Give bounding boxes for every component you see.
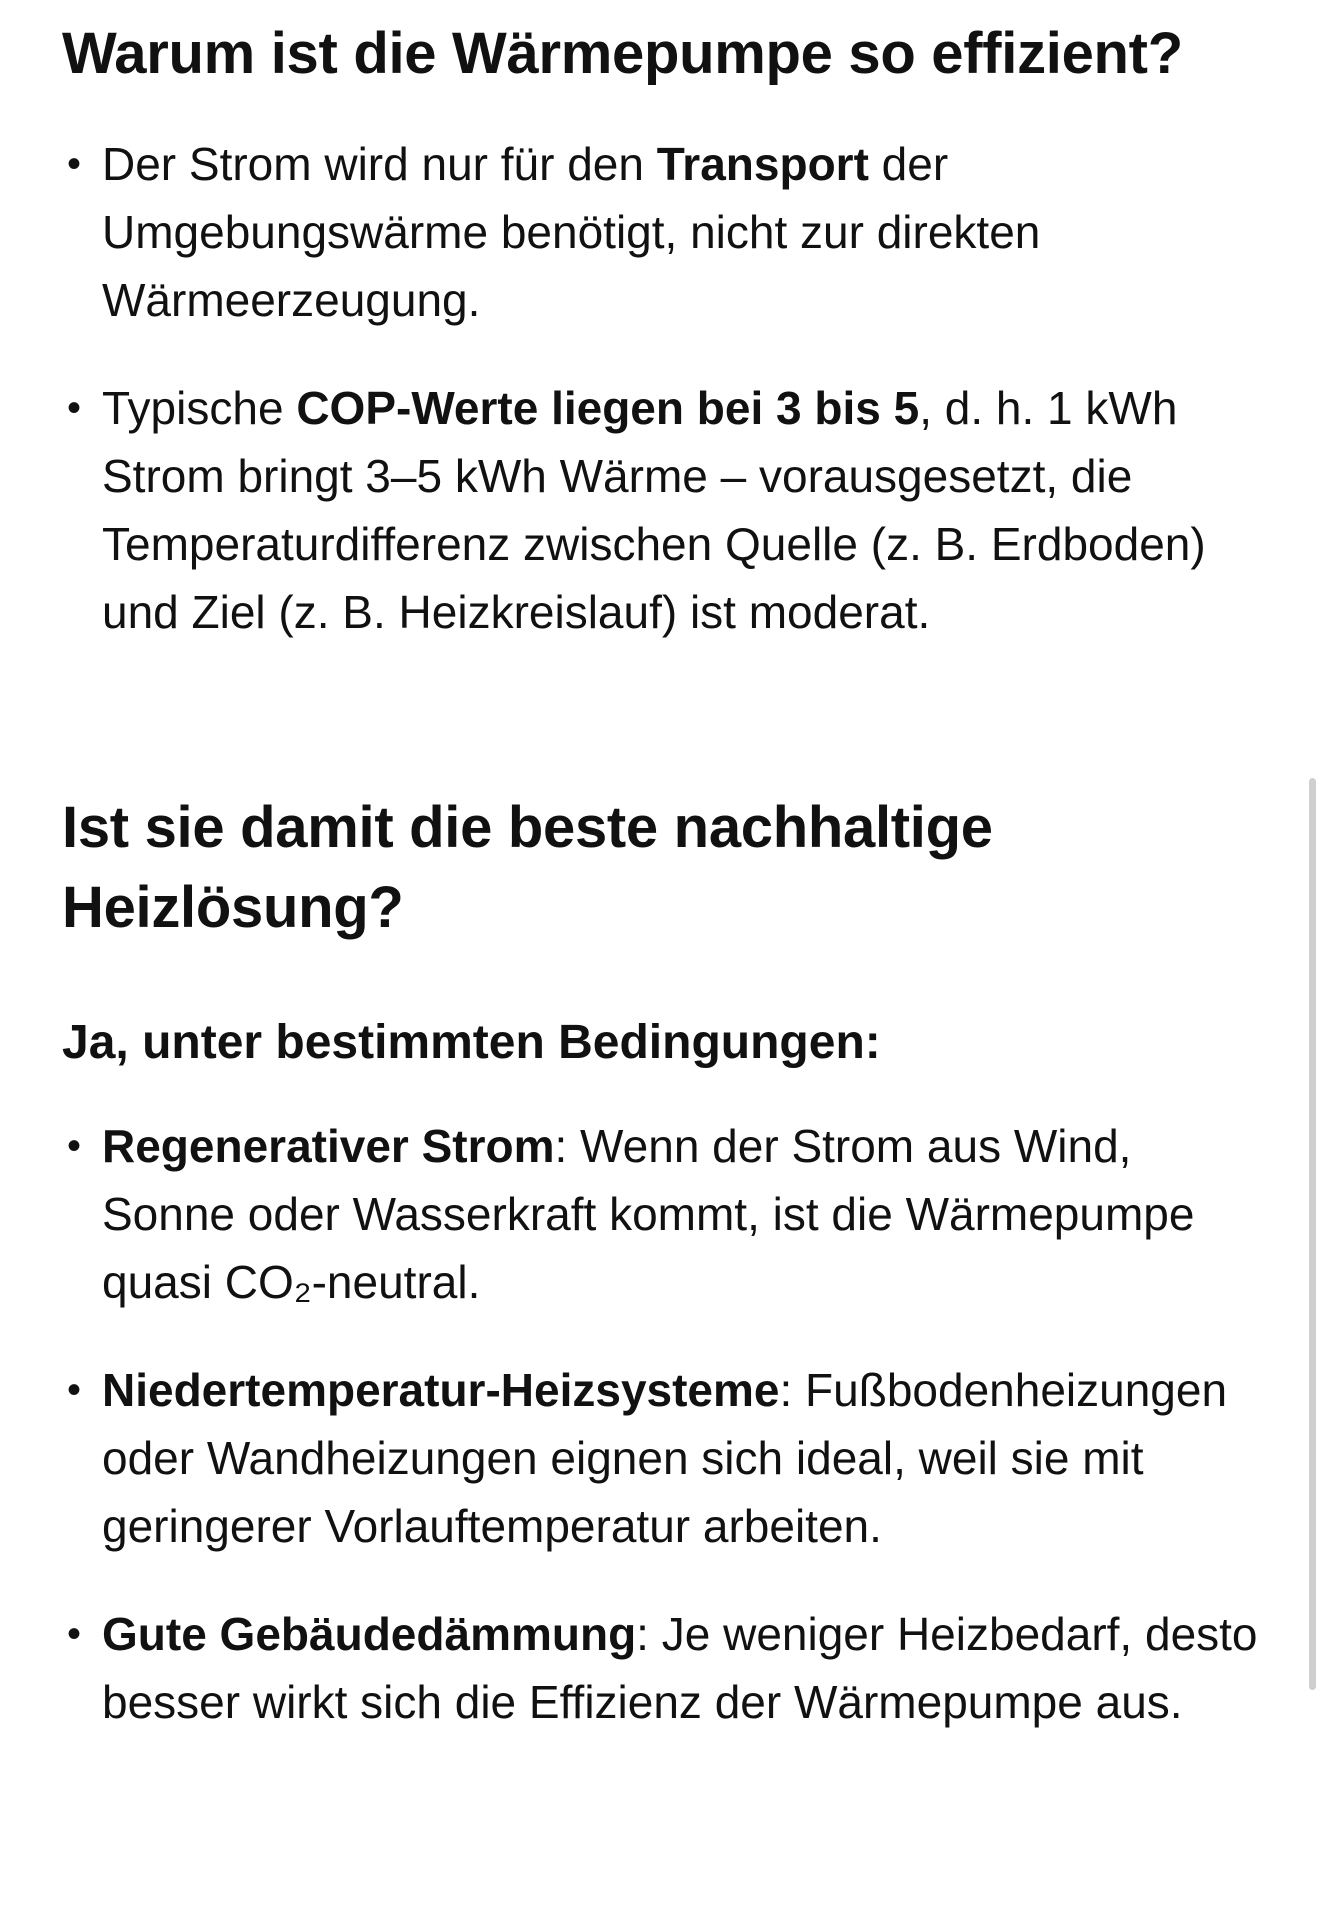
list-item <box>62 130 1262 334</box>
item-text-post: : Fußbodenheizungen oder Wandheizungen eignen sich ideal, weil sie mit geringerer Vorlauftemperatur arbeiten. <box>102 1364 1228 1552</box>
section-heading-efficiency: Warum ist die Wärmepumpe so effizient? <box>62 21 1183 86</box>
bullet-icon: • <box>67 1612 82 1656</box>
item-text-post: , d. h. 1 kWh Strom bringt 3–5 kWh Wärme – vorausgesetzt, die Temperaturdifferenz zwischen Quelle (z. B. Erdboden) und Ziel (z. B. Heizkreislauf) ist moderat. <box>102 382 1206 638</box>
conditions-bullet-list <box>62 1112 1262 1776</box>
efficiency-bullet-list <box>62 130 1262 686</box>
item-text-post: der Umgebungswärme benötigt, nicht zur direkten Wärmeerzeugung. <box>102 138 1041 326</box>
bullet-icon: • <box>67 1368 82 1412</box>
list-item <box>62 1356 1262 1560</box>
item-text-bold: Gute Gebäudedämmung <box>102 1608 637 1660</box>
item-text-pre: Typische <box>102 382 297 434</box>
item-text-bold: Regenerativer Strom <box>102 1120 555 1172</box>
list-item <box>62 374 1262 646</box>
bullet-icon: • <box>67 1124 82 1168</box>
vertical-scrollbar[interactable] <box>1309 778 1316 1690</box>
item-text-bold: Transport <box>656 138 869 190</box>
bullet-icon: • <box>67 386 82 430</box>
list-item <box>62 1112 1262 1316</box>
item-text-bold: COP-Werte liegen bei 3 bis 5 <box>296 382 920 434</box>
item-text-bold: Niedertemperatur-Heizsysteme <box>102 1364 780 1416</box>
list-item <box>62 1600 1262 1736</box>
bullet-icon: • <box>67 142 82 186</box>
item-text-post: : Wenn der Strom aus Wind, Sonne oder Wasserkraft kommt, ist die Wärmepumpe quasi CO₂-neutral. <box>102 1120 1195 1308</box>
item-text-pre: Der Strom wird nur für den <box>102 138 657 190</box>
section-heading-sustainability: Ist sie damit die beste nachhaltige Heizlösung? <box>62 795 993 940</box>
subheading-conditions: Ja, unter bestimmten Bedingungen: <box>62 1016 881 1069</box>
item-text-post: : Je weniger Heizbedarf, desto besser wirkt sich die Effizienz der Wärmepumpe aus. <box>102 1608 1258 1728</box>
